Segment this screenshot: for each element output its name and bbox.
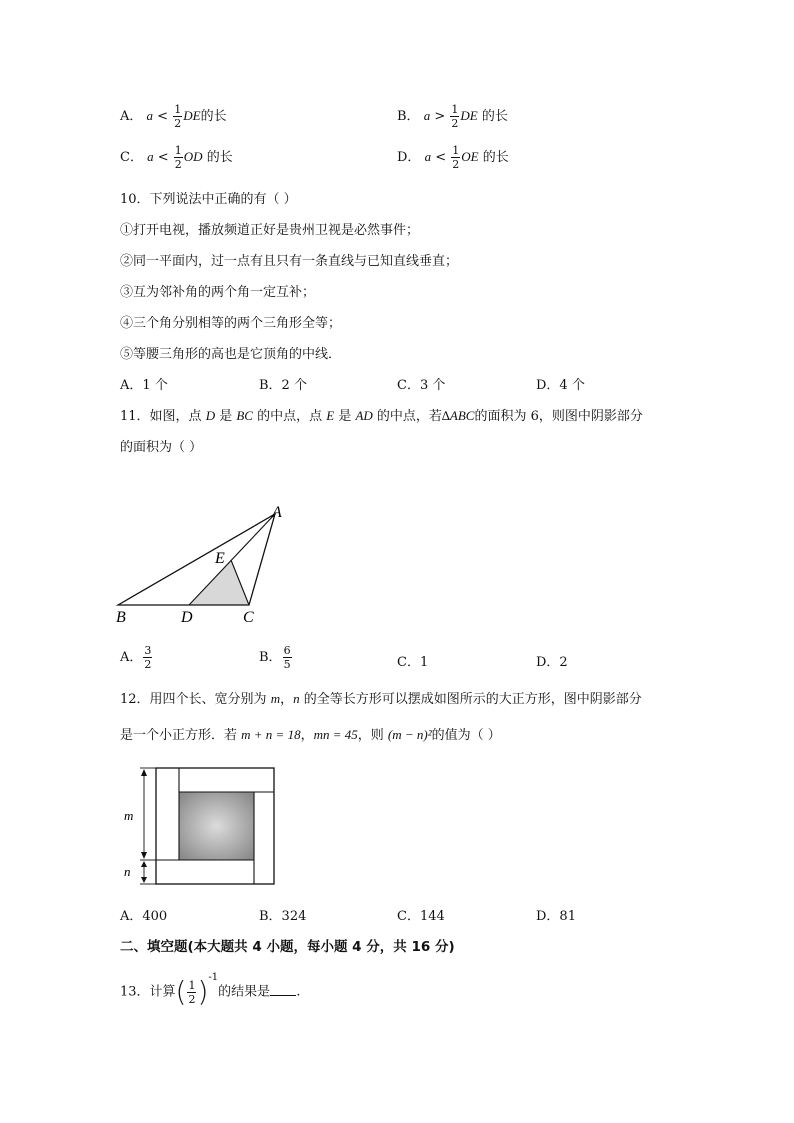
q11-stem-line2: 的面积为（ ） — [120, 440, 203, 455]
q11-stem-line1: 11．如图，点 D 是 BC 的中点，点 E 是 AD 的中点，若∆ABC的面积为 6，则图中阴影部分 — [120, 408, 643, 424]
option-letter: B． — [397, 109, 420, 124]
q11-option-a[interactable]: A． $\frac{3}{2}$ — [120, 644, 152, 671]
option-suffix: 的长 — [482, 150, 509, 165]
fraction: $\frac{1}{2}$ — [451, 103, 459, 130]
variable-a: a — [147, 149, 154, 164]
operator: < — [435, 150, 447, 165]
q12-option-c[interactable]: C．144 — [397, 909, 445, 924]
fraction: $\frac{3}{2}$ — [144, 644, 152, 671]
q12-option-a[interactable]: A．400 — [120, 909, 168, 924]
variable-a: a — [423, 108, 431, 123]
q10-statement-5: ⑤等腰三角形的高也是它顶角的中线． — [120, 347, 342, 362]
fraction: $\frac{6}{5}$ — [283, 644, 291, 671]
option-letter: A． — [120, 109, 143, 124]
segment: DE — [183, 108, 201, 123]
arrow-up — [141, 769, 147, 776]
q11-option-b[interactable]: B． $\frac{6}{5}$ — [259, 644, 291, 671]
label-m: m — [124, 808, 134, 823]
operator: > — [434, 109, 446, 124]
operator: < — [157, 109, 169, 124]
triangle-abc — [118, 514, 275, 605]
fraction: $\frac{1}{2}$ — [174, 103, 182, 130]
q11-triangle-figure — [110, 495, 300, 630]
variable-a: a — [424, 149, 432, 164]
q12-stem-line2: 是一个小正方形．若 m + n = 18，mn = 45，则 (m − n)²的值为（ ） — [120, 727, 501, 743]
q9-option-b[interactable] — [397, 104, 508, 129]
q9-option-a[interactable] — [120, 104, 227, 129]
arrow-up — [141, 861, 147, 867]
answer-blank[interactable] — [270, 983, 296, 996]
option-suffix: 的长 — [481, 109, 508, 124]
q12-stem-line1: 12．用四个长、宽分别为 m，n 的全等长方形可以摆成如图所示的大正方形，图中阴影部分 — [120, 691, 642, 707]
option-letter: D． — [397, 150, 421, 165]
segment: OE — [461, 149, 479, 164]
q11-option-c[interactable]: C．1 — [397, 655, 429, 670]
option-letter: C． — [120, 150, 143, 165]
q10-statement-3: ③互为邻补角的两个角一定互补； — [120, 285, 316, 300]
q10-option-b[interactable]: B．2 个 — [259, 378, 307, 393]
q10-option-d[interactable]: D．4 个 — [536, 378, 585, 393]
exponent: -1 — [208, 972, 219, 984]
q9-option-c[interactable] — [120, 145, 233, 170]
q12-option-d[interactable]: D．81 — [536, 909, 576, 924]
arrow-down — [141, 852, 147, 859]
label-n: n — [124, 864, 131, 879]
shaded-inner-square — [179, 792, 254, 860]
q11-option-d[interactable]: D．2 — [536, 655, 568, 670]
q10-option-a[interactable]: A．1 个 — [120, 378, 168, 393]
operator: < — [157, 150, 169, 165]
left-paren: ( — [175, 975, 187, 1008]
label-a: A — [272, 504, 282, 521]
q10-option-c[interactable]: C．3 个 — [397, 378, 446, 393]
q10-statement-1: ①打开电视，播放频道正好是贵州卫视是必然事件； — [120, 223, 420, 238]
q9-option-d[interactable] — [397, 145, 509, 170]
segment: OD — [183, 149, 203, 164]
label-c: C — [243, 609, 254, 626]
section-title: 二、填空题(本大题共 4 小题，每小题 4 分，共 16 分) — [120, 939, 455, 955]
q10-statement-2: ②同一平面内，过一点有且只有一条直线与已知直线垂直； — [120, 254, 459, 269]
right-paren: ) — [197, 975, 209, 1008]
label-e: E — [215, 550, 225, 567]
fraction: $\frac{1}{2}$ — [452, 144, 460, 171]
q13-stem: 13．计算( $\frac{1}{2}$ )$^{-1}$的结果是 . — [120, 972, 301, 1008]
variable-a: a — [146, 108, 154, 123]
fraction: $\frac{1}{2}$ — [174, 144, 182, 171]
label-b: B — [116, 609, 126, 626]
option-suffix: 的长 — [200, 109, 227, 124]
arrow-down — [141, 877, 147, 883]
q10-stem: 10．下列说法中正确的有（ ） — [120, 192, 297, 207]
q10-statement-4: ④三个角分别相等的两个三角形全等； — [120, 316, 342, 331]
option-suffix: 的长 — [206, 150, 233, 165]
q12-square-figure — [118, 762, 283, 892]
fraction: $\frac{1}{2}$ — [188, 978, 196, 1006]
q12-option-b[interactable]: B．324 — [259, 909, 307, 924]
label-d: D — [181, 609, 193, 626]
segment: DE — [460, 108, 478, 123]
